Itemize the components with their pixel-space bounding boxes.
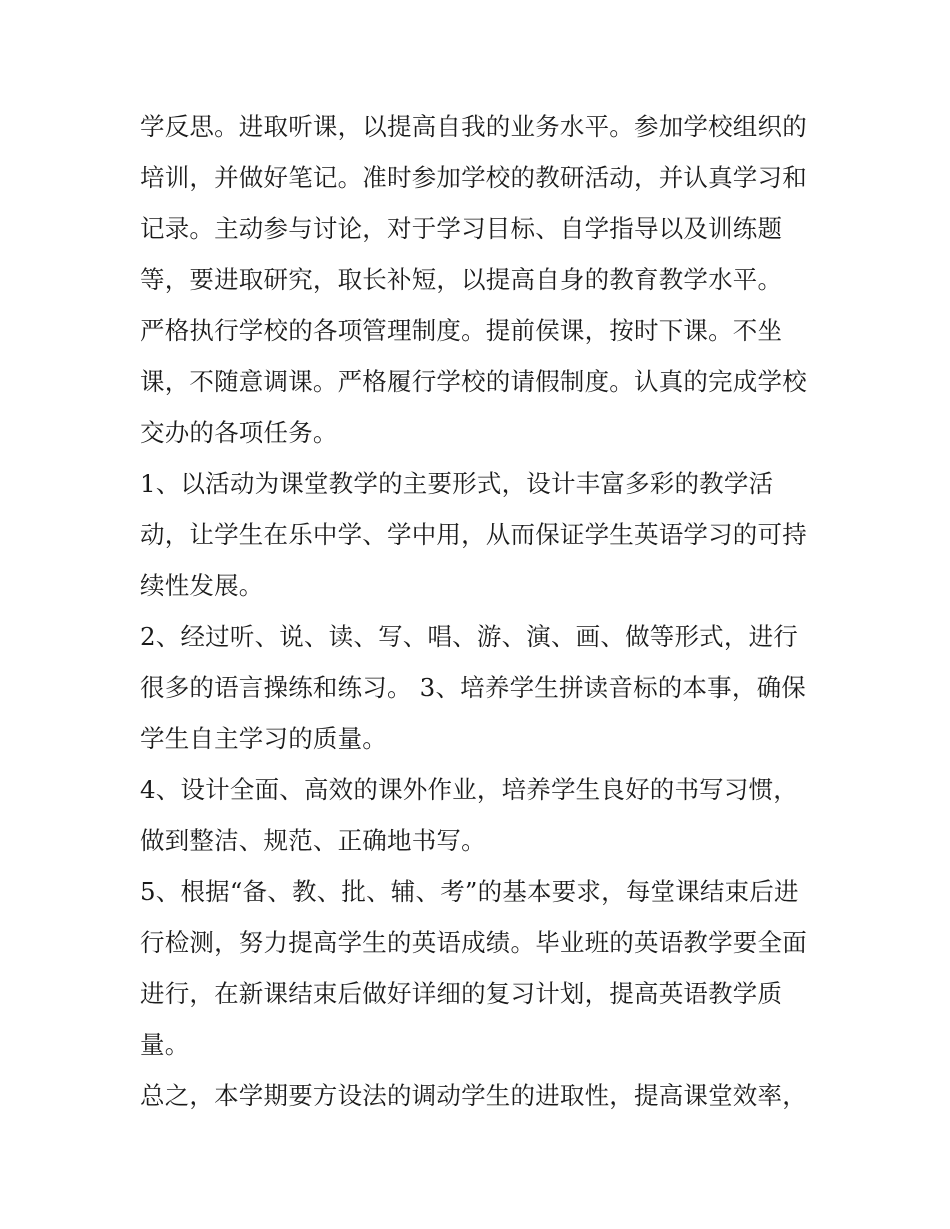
text-line: 培训，并做好笔记。准时参加学校的教研活动，并认真学习和 xyxy=(140,163,807,192)
text-line: 课，不随意调课。严格履行学校的请假制度。认真的完成学校 xyxy=(140,367,807,396)
text-line: 很多的语言操练和练习。 3、培养学生拼读音标的本事，确保 xyxy=(140,673,806,702)
text-line: 总之，本学期要方设法的调动学生的进取性，提高课堂效率， xyxy=(140,1081,807,1110)
text-line: 严格执行学校的各项管理制度。提前侯课，按时下课。不坐 xyxy=(140,316,783,345)
text-line: 量。 xyxy=(140,1030,190,1059)
text-line: 交办的各项任务。 xyxy=(140,418,338,447)
text-line: 做到整洁、规范、正确地书写。 xyxy=(140,826,486,855)
text-line: 4、设计全面、高效的课外作业，培养学生良好的书写习惯， xyxy=(140,775,798,804)
text-line: 学反思。进取听课，以提高自我的业务水平。参加学校组织的 xyxy=(140,112,807,141)
text-line: 续性发展。 xyxy=(140,571,264,600)
text-line: 2、经过听、说、读、写、唱、游、演、画、做等形式，进行 xyxy=(140,622,798,651)
text-line: 学生自主学习的质量。 xyxy=(140,724,387,753)
text-line: 等，要进取研究，取长补短，以提高自身的教育教学水平。 xyxy=(140,265,783,294)
text-line: 动，让学生在乐中学、学中用，从而保证学生英语学习的可持 xyxy=(140,520,807,549)
text-line: 5、根据“备、教、批、辅、考”的基本要求，每堂课结束后进 xyxy=(140,877,799,906)
text-line: 行检测，努力提高学生的英语成绩。毕业班的英语教学要全面 xyxy=(140,928,807,957)
text-line: 进行，在新课结束后做好详细的复习计划，提高英语教学质 xyxy=(140,979,783,1008)
text-line: 记录。主动参与讨论，对于学习目标、自学指导以及训练题 xyxy=(140,214,783,243)
text-line: 1、以活动为课堂教学的主要形式，设计丰富多彩的教学活 xyxy=(140,469,774,498)
